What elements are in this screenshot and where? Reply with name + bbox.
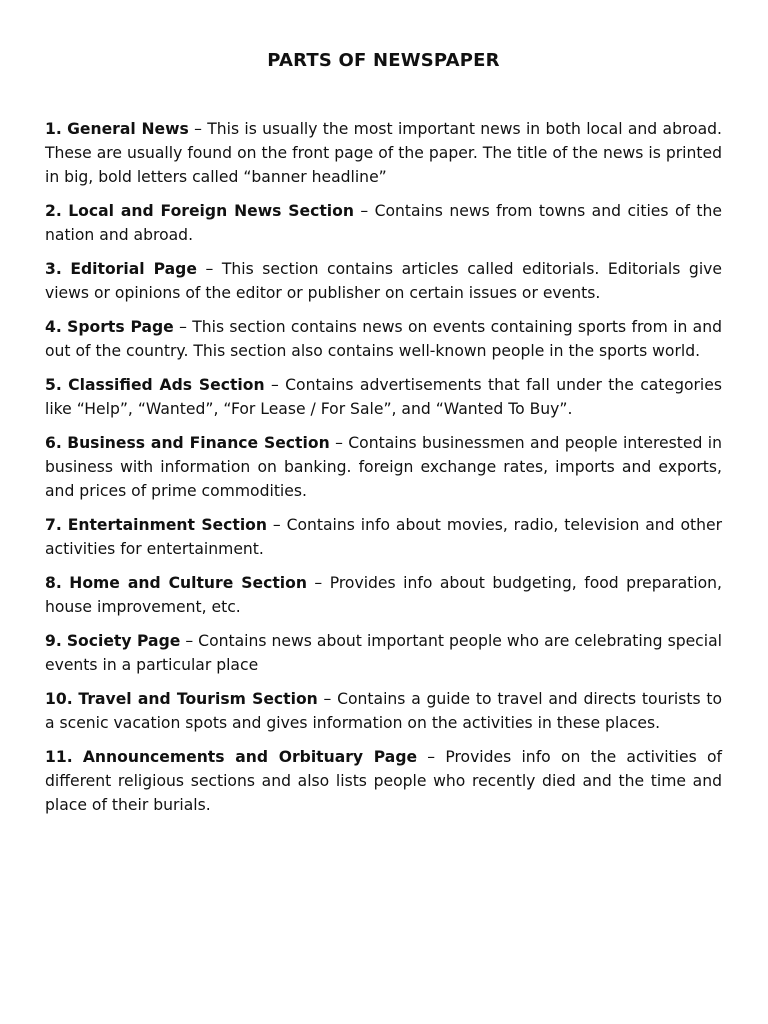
- item-heading: Announcements and Orbituary Page: [82, 748, 418, 766]
- item-heading: General News: [67, 120, 189, 138]
- page-title: PARTS OF NEWSPAPER: [267, 50, 500, 71]
- item-number: 11.: [45, 748, 73, 766]
- item-heading: Classified Ads Section: [68, 376, 265, 394]
- item-number: 9.: [45, 632, 62, 650]
- list-item: [45, 117, 722, 189]
- item-heading: Editorial Page: [70, 260, 197, 278]
- item-description: – Provides info on the activities of different religious sections and also lists people who recently died and the time and place of their burials.: [45, 748, 722, 814]
- item-number: 10.: [45, 690, 73, 708]
- item-number: 7.: [45, 516, 62, 534]
- item-number: 1.: [45, 120, 62, 138]
- item-description: – Provides info about budgeting, food preparation, house improvement, etc.: [45, 574, 722, 616]
- list-item: [45, 687, 722, 735]
- list-item: [45, 315, 722, 363]
- item-number: 6.: [45, 434, 62, 452]
- list-item: [45, 745, 722, 817]
- list-item: [45, 199, 722, 247]
- item-heading: Sports Page: [67, 318, 174, 336]
- list-item: [45, 373, 722, 421]
- item-heading: Home and Culture Section: [69, 574, 307, 592]
- item-heading: Society Page: [66, 632, 181, 650]
- item-number: 2.: [45, 202, 62, 220]
- item-number: 4.: [45, 318, 62, 336]
- item-description: – This section contains news on events containing sports from in and out of the country. This section also contains well-known people in the sports world.: [45, 318, 722, 360]
- newspaper-parts-list: [45, 117, 722, 817]
- item-description: – This section contains articles called editorials. Editorials give views or opinions of the editor or publisher on certain issues or events.: [45, 260, 722, 302]
- item-description: – Contains a guide to travel and directs tourists to a scenic vacation spots and gives information on the activities in these places.: [45, 690, 722, 732]
- list-item: [45, 629, 722, 677]
- list-item: [45, 431, 722, 503]
- item-number: 8.: [45, 574, 62, 592]
- item-description: – This is usually the most important news in both local and abroad. These are usually found on the front page of the paper. The title of the news is printed in big, bold letters called “banner headline”: [45, 120, 722, 186]
- item-description: – Contains news about important people who are celebrating special events in a particular place: [45, 632, 722, 674]
- list-item: [45, 571, 722, 619]
- item-description: – Contains advertisements that fall under the categories like “Help”, “Wanted”, “For Lease / For Sale”, and “Wanted To Buy”.: [45, 376, 722, 418]
- item-description: – Contains news from towns and cities of the nation and abroad.: [45, 202, 722, 244]
- item-heading: Local and Foreign News Section: [68, 202, 354, 220]
- item-number: 3.: [45, 260, 62, 278]
- item-description: – Contains businessmen and people interested in business with information on banking. foreign exchange rates, imports and exports, and prices of prime commodities.: [45, 434, 722, 500]
- list-item: [45, 257, 722, 305]
- item-heading: Entertainment Section: [67, 516, 267, 534]
- item-number: 5.: [45, 376, 62, 394]
- item-description: – Contains info about movies, radio, television and other activities for entertainment.: [45, 516, 722, 558]
- item-heading: Business and Finance Section: [67, 434, 330, 452]
- list-item: [45, 513, 722, 561]
- item-heading: Travel and Tourism Section: [78, 690, 318, 708]
